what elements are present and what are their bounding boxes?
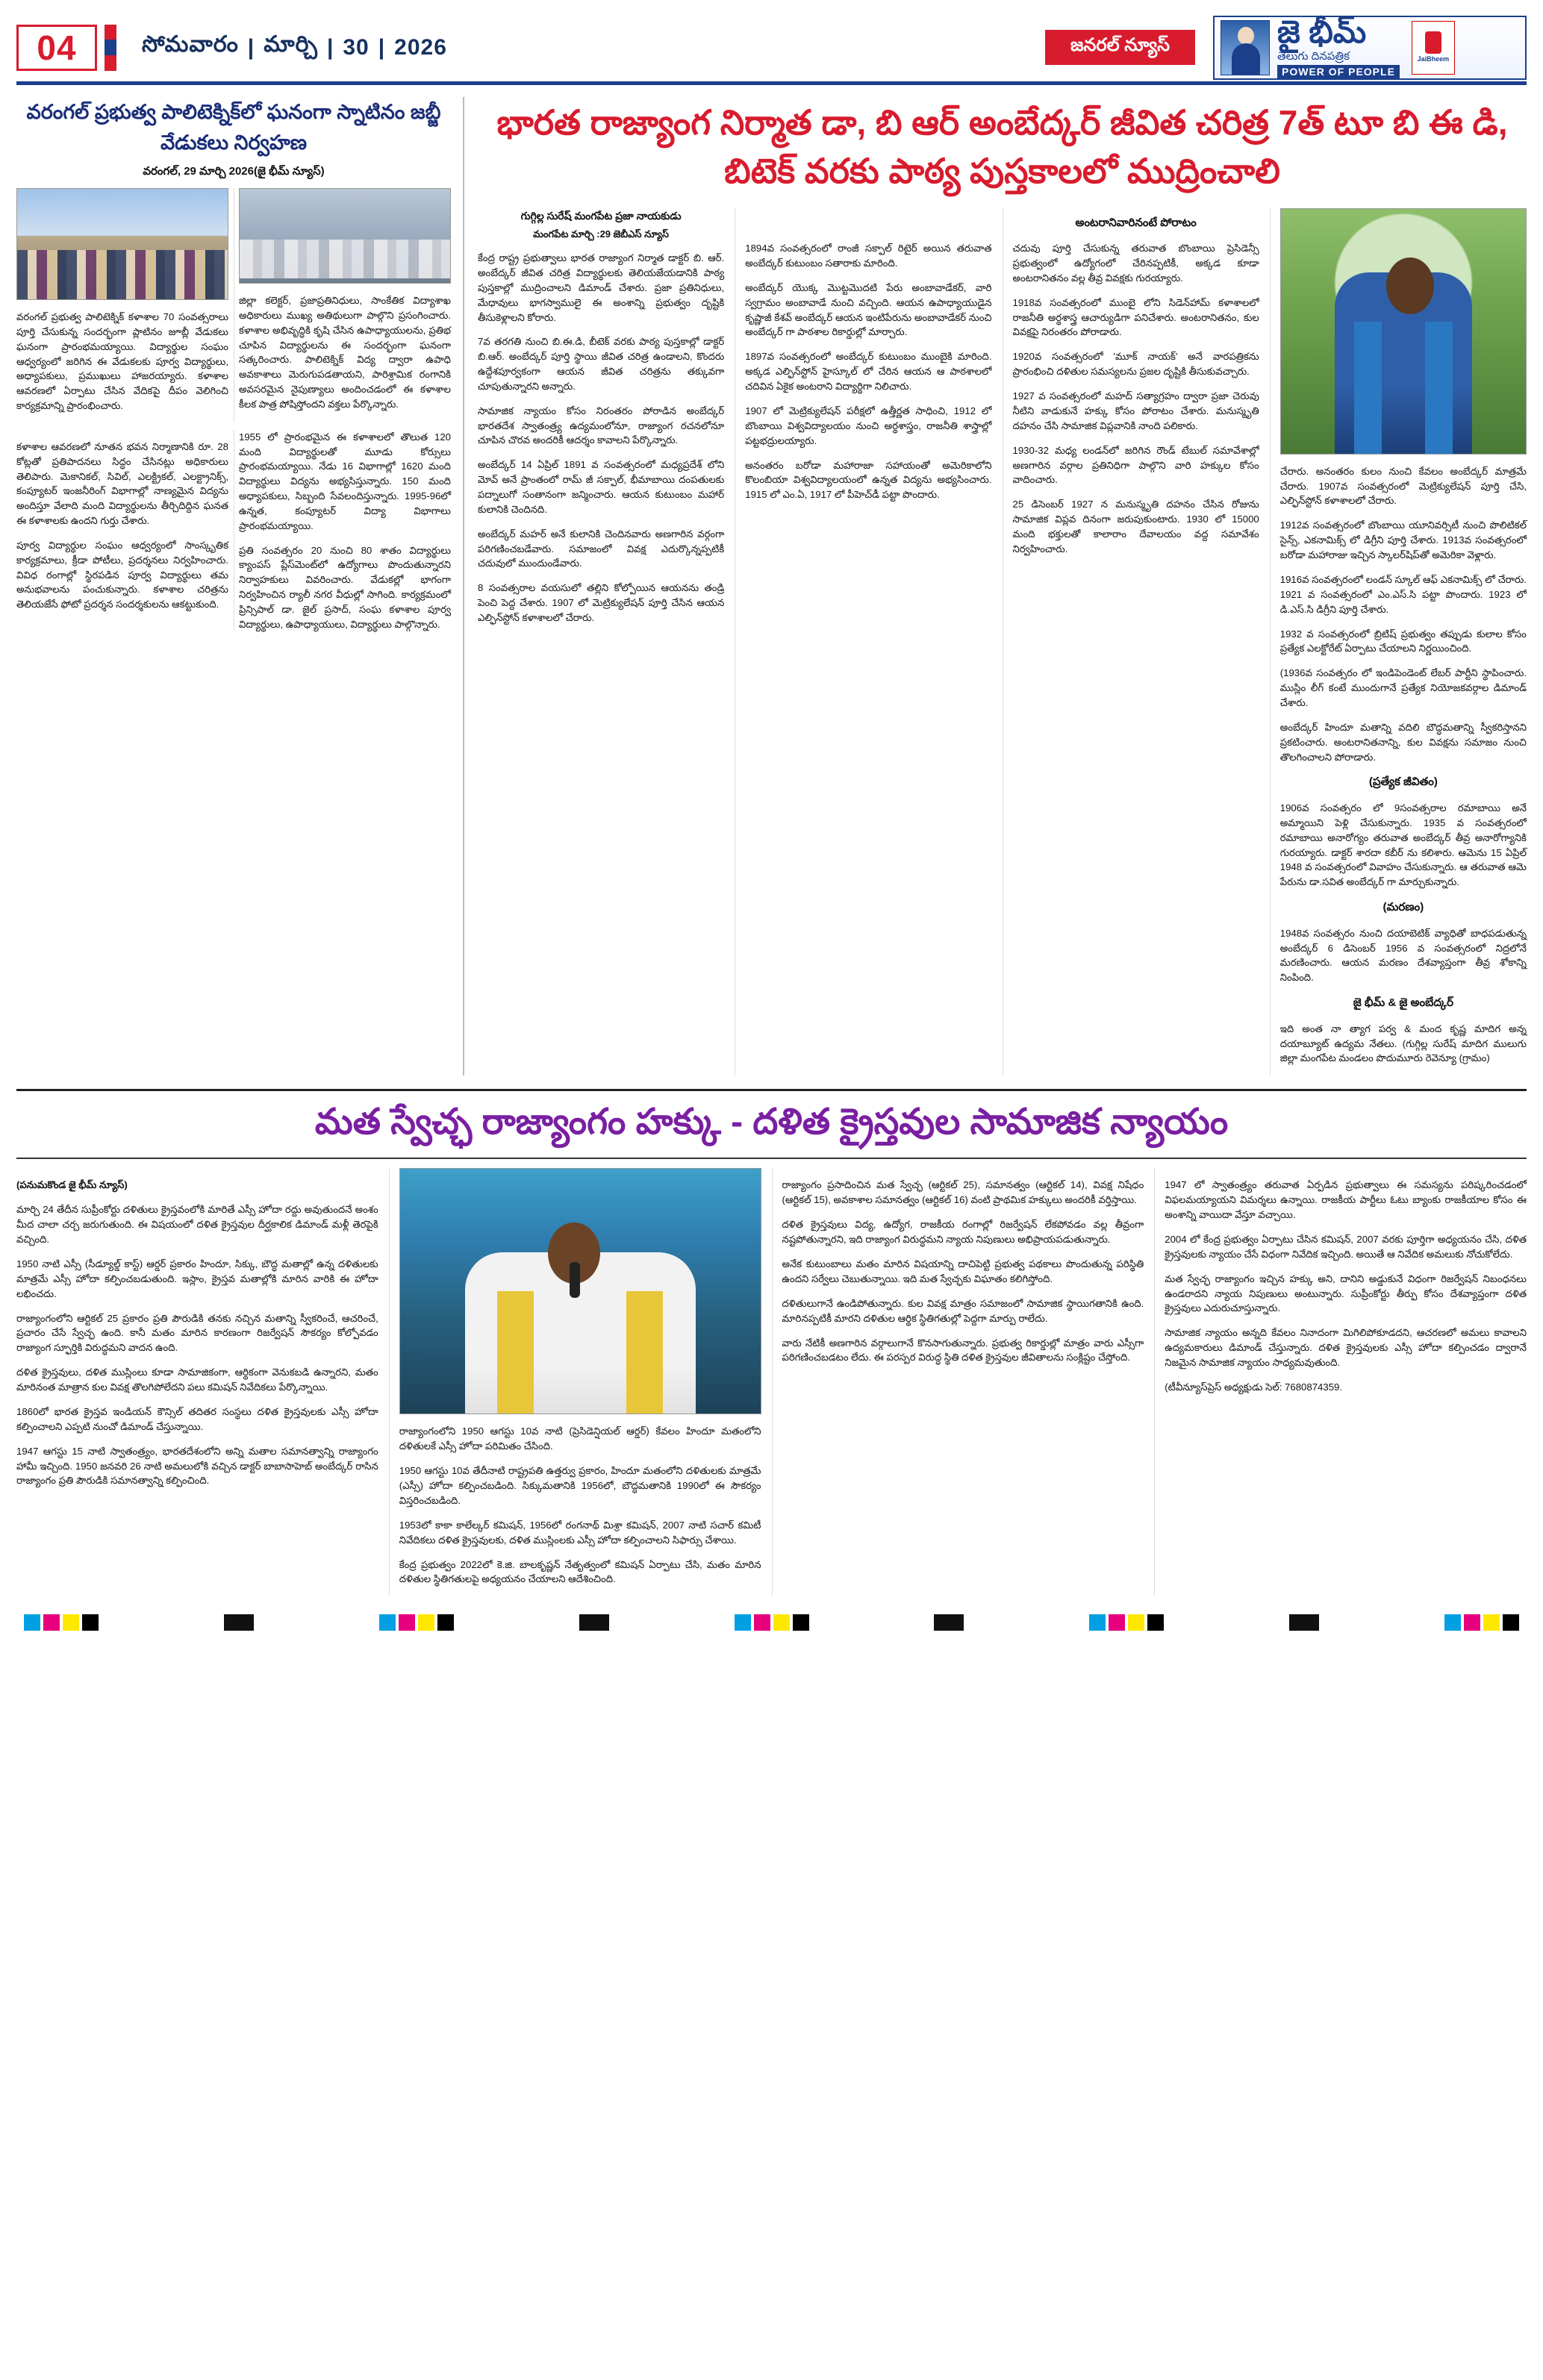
main-c3-para-4: 1927 వ సంవత్సరంలో మహద్ సత్యాగ్రహం ద్వారా ప్రజా చెరువు నీటిని వాడుకునే హక్కు కోసం పోరాటం చేశారు. మనుస్మృతి దహనం చేసి సామాజిక విప్లవానికి నాంది పలికారు.: [1012, 390, 1259, 431]
date-sep-3: |: [378, 34, 386, 60]
reg-swatch-magenta-5: [1464, 1614, 1480, 1631]
reg-swatch-magenta-2: [399, 1614, 415, 1631]
main-story-dateline: మంగపేట మార్చి :29 జెబీఎస్ న్యూస్: [533, 228, 670, 240]
reg-bar-2: [579, 1614, 609, 1631]
main-story-column-3: [1003, 208, 1259, 1076]
reg-swatch-black-5: [1503, 1614, 1519, 1631]
main-story-headline: భారత రాజ్యాంగ నిర్మాత డా, బి ఆర్ అంబేద్కర్ జీవిత చరిత్ర 7త్ టూ బి ఈ డి, బిటెక్ వరకు పాఠ్య పుస్తకాలలో ముద్రించాలి: [496, 103, 1508, 191]
main-c1-para-1: కేంద్ర రాష్ట్ర ప్రభుత్వాలు భారత రాజ్యాంగ నిర్మాత డాక్టర్ బి. ఆర్. అంబేద్కర్ జీవిత చరిత్ర విద్యార్థులకు తెలియజేయడానికి పాఠ్య పుస్తకాల్లో ముద్రించాలని డిమాండ్ చేశారు. ప్రజా ప్రతినిధులు, మేధావులు భాగస్వాములై ఈ అంశాన్ని ప్రభుత్వం దృష్టికి తీసుకెళ్లాలని కోరారు.: [478, 252, 725, 323]
bottom-c3-para-5: మత స్వేచ్ఛ రాజ్యాంగం ఇచ్చిన హక్కు అని, దానిని అడ్డుకునే విధంగా రిజర్వేషన్ నిబంధనలు ఉండరాదని న్యాయ నిపుణులు అంటున్నారు. సుప్రీంకోర్టు తీర్పు కోసం దేశవ్యాప్తంగా దళిత క్రైస్తవులు ఎదురుచూస్తున్నారు.: [1165, 1272, 1527, 1314]
left-story-para-3: కళాశాల ఆవరణలో నూతన భవన నిర్మాణానికి రూ. 28 కోట్లతో ప్రతిపాదనలు సిద్ధం చేసినట్లు అధికారులు తెలిపారు. మెకానికల్, సివిల్, ఎలక్ట్రికల్, ఎలక్ట్రానిక్స్, కంప్యూటర్ ఇంజనీరింగ్ విభాగాల్లో నాణ్యమైన విద్యను అందిస్తూ వేలాది మంది విద్యార్థులను తీర్చిదిద్దిన ఘనత ఈ కళాశాలకు ఉందని గుర్తు చేశారు.: [16, 441, 228, 527]
main-c1-para-4: అంబేద్కర్ 14 ఏప్రిల్ 1891 వ సంవత్సరంలో మధ్యప్రదేశ్ లోని మోవ్ అనే ప్రాంతంలో రామ్ జీ సక్పాల్, భీమాబాయి దంపతులకు పద్నాలుగో సంతానంగా జన్మించారు. ఆయన కుటుంబం మహార్ కులానికి చెందినది.: [478, 459, 725, 515]
main-c2-para-1: 1894వ సంవత్సరంలో రాంజీ సక్పాల్ రిటైర్ అయిన తరువాత అంబేద్కర్ కుటుంబం సతారాకు మారింది.: [745, 243, 992, 269]
left-story-top-body: [16, 188, 451, 422]
photo-group-felicitation: [16, 188, 228, 300]
bottom-c3-para-4: 2004 లో కేంద్ర ప్రభుత్వం ఏర్పాటు చేసిన కమిషన్, 2007 వరకు పూర్తిగా అధ్యయనం చేసి, దళిత క్రైస్తవులకు న్యాయం చేసే విధంగా నివేదిక ఇచ్చింది. అయితే ఆ నివేదిక అమలుకు నోచుకోలేదు.: [1165, 1234, 1527, 1260]
bottom-c2-para-5: రాజ్యాంగం ప్రసాదించిన మత స్వేచ్ఛ (ఆర్టికల్ 25), సమానత్వం (ఆర్టికల్ 14), వివక్ష నిషేధం (ఆర్టికల్ 15), అవకాశాల సమానత్వం (ఆర్టికల్ 16) వంటి ప్రాథమిక హక్కులు అందరికీ వర్తిస్తాయి.: [782, 1179, 1144, 1206]
bottom-story-contact: (టీవీన్యూస్‌ప్రెస్ అధ్యక్షుడు సెల్: 7680874359.: [1165, 1381, 1343, 1393]
reg-swatch-cyan: [24, 1614, 40, 1631]
left-story-para-6: ప్రతి సంవత్సరం 20 నుంచి 80 శాతం విద్యార్థులు క్యాంపస్ ప్లేస్‌మెంట్‌లో ఉద్యోగాలు పొందుతున్నారని నిర్వాహకులు వివరించారు. వేడుకల్లో భాగంగా నిర్వహించిన ర్యాలీ నగర వీధుల్లో సాగింది. కార్యక్రమంలో ప్రిన్సిపాల్ డా. జైల్ ప్రసాద్, సంఘ కళాశాల పూర్వ విద్యార్థులు, ఉపాధ్యాయులు, విద్యార్థులు పాల్గొన్నారు.: [239, 544, 451, 630]
reg-swatch-black-2: [437, 1614, 454, 1631]
reg-swatch-black-3: [793, 1614, 809, 1631]
print-registration-bars: [16, 1610, 1527, 1632]
issue-year: 2026: [394, 34, 447, 60]
logo-title: జై భీమ్: [1277, 14, 1367, 49]
main-c2-para-4: 1907 లో మెట్రిక్యులేషన్ పరీక్షలో ఉత్తీర్ణత సాధించి, 1912 లో బొంబాయి విశ్వవిద్యాలయం నుంచి అర్థశాస్త్రం, రాజనీతి శాస్త్రాల్లో పట్టభద్రులయ్యారు.: [745, 405, 992, 446]
section-divider-bottom: [16, 1158, 1527, 1159]
main-c4-para-9: ఇది అంత నా త్యాగ పర్వ & మంద కృష్ణ మాదిగ అన్న దయాబ్యూట్ ఉద్యమ నేతలు. (గుగ్గిల్ల సురేష్ మాదిగ ములుగు జిల్లా మంగపేట మండలం పొదుమూరు రెవెన్యూ (గ్రామం): [1279, 1022, 1527, 1064]
reg-swatch-magenta: [43, 1614, 60, 1631]
reg-swatch-yellow-3: [773, 1614, 790, 1631]
issue-date: [116, 13, 452, 81]
registration-group-2: [379, 1614, 454, 1631]
bottom-c2-para-2: 1950 ఆగస్టు 10వ తేదీనాటి రాష్ట్రపతి ఉత్తర్వు ప్రకారం, హిందూ మతంలోని దళితులకు మాత్రమే (ఎస్సీ) హోదా కల్పించబడింది. సిక్కుమతానికి 1956లో, బౌద్ధమతానికి 1990లో ఈ సౌకర్యం విస్తరించబడింది.: [399, 1465, 761, 1506]
main-c1-para-5: అంబేద్కర్ మహర్ అనే కులానికి చెందినవారు అణగారిన వర్గంగా పరిగణించబడేవారు. సమాజంలో వివక్ష ఎదుర్కొన్నప్పటికీ చదువులో ముందుండేవారు.: [478, 528, 725, 569]
top-section: [16, 97, 1527, 1075]
bottom-column-1: [16, 1168, 378, 1596]
reg-swatch-magenta-4: [1109, 1614, 1125, 1631]
issue-month: మార్చి: [264, 32, 318, 57]
main-c4-para-7: 1906వ సంవత్సరం లో 9సంవత్సరాల రమాబాయి అనే అమ్మాయిని పెళ్లి చేసుకున్నారు. 1935 వ సంవత్సరంలో రమాబాయి అనారోగ్యం తరువాత అంబేద్కర్ తీవ్ర అనారోగ్యానికి గురయ్యారు. డాక్టర్ శారదా కబీర్ ను కలిశారు. ఆమెను 15 ఏప్రిల్ 1948 వ సంవత్సరంలో వివాహం చేసుకున్నారు. ఆ తరువాత ఆమె పేరును డా.సవిత అంబేద్కర్ గా మార్చుకున్నారు.: [1279, 802, 1527, 888]
bottom-c3-para-2: వారు నేటికీ అణగారిన వర్గాలుగానే కొనసాగుతున్నారు. ప్రభుత్వ రికార్డుల్లో మాత్రం వారు ఎస్సీగా పరిగణించబడటం లేదు. ఈ పరస్పర విరుద్ధ స్థితి దళిత క్రైస్తవుల జీవితాలను సంక్లిష్టం చేస్తోంది.: [782, 1337, 1144, 1364]
date-sep-2: |: [326, 34, 334, 60]
main-c2-para-3: 1897వ సంవత్సరంలో అంబేద్కర్ కుటుంబం ముంబైకి మారింది. అక్కడ ఎల్ఫిన్‌స్టోన్ హైస్కూల్ లో చేరిన ఆయన ఆ పాఠశాలలో చదివిన ఏకైక అంటరాని విద్యార్థిగా నిలిచారు.: [745, 351, 992, 393]
main-c2-para-2: అంబేద్కర్ యొక్క మొట్టమొదటి పేరు అంబావాడేకర్, వారి స్వగ్రామం అంబావాడే నుంచి వచ్చింది. ఆయన ఉపాధ్యాయుడైన కృష్ణాజీ కేశవ్ అంబేద్కర్ ఆయన ఇంటిపేరును అంబావాడేకర్ నుంచి అంబేద్కర్ గా పాఠశాల రికార్డుల్లో మార్చారు.: [745, 282, 992, 338]
reg-swatch-black: [82, 1614, 99, 1631]
masthead-spacer: [452, 13, 1045, 81]
bottom-c2-para-7: అనేక కుటుంబాలు మతం మారిన విషయాన్ని దాచిపెట్టి ప్రభుత్వ పథకాలు పొందుతున్న పరిస్థితి ఉందని సర్వేలు చెబుతున్నాయి. ఇది మత స్వేచ్ఛకు విఘాతం కలిగిస్తోంది.: [782, 1258, 1144, 1284]
app-badge-icon: [1412, 21, 1455, 75]
main-c3-para-2: 1918వ సంవత్సరంలో ముంబై లోని సిడెన్‌హామ్ కళాశాలలో రాజనీతి అర్థశాస్త్ర ఆచార్యుడిగా పనిచేశారు. అంటరానితనం, కుల వివక్షపై నిరంతరం పోరాడారు.: [1012, 296, 1259, 338]
bottom-column-4: [1154, 1168, 1527, 1596]
logo-tagline: POWER OF PEOPLE: [1277, 65, 1400, 78]
bottom-c2-para-6: దళిత క్రైస్తవులు విద్య, ఉద్యోగ, రాజకీయ రంగాల్లో రిజర్వేషన్ లేకపోవడం వల్ల తీవ్రంగా నష్టపోతున్నారని, ఇది రాజ్యాంగ విరుద్ధమని న్యాయ నిపుణులు అభిప్రాయపడుతున్నారు.: [782, 1219, 1144, 1246]
reg-bar-3: [934, 1614, 964, 1631]
issue-weekday: సోమవారం: [142, 32, 239, 57]
masthead: [16, 13, 1527, 85]
reg-swatch-cyan-2: [379, 1614, 396, 1631]
page-number: 04: [16, 25, 97, 71]
bottom-c1-para-5: 1860లో భారత క్రైస్తవ ఇండియన్ కౌన్సిల్ తదితర సంస్థలు దళిత క్రైస్తవులకు ఎస్సీ హోదా కల్పించాలని ఎప్పటి నుంచో డిమాండ్ చేస్తున్నాయి.: [16, 1405, 378, 1432]
reg-bar-1: [224, 1614, 254, 1631]
photo-scarf-shape: [1354, 322, 1452, 454]
main-story-column-2: [735, 208, 991, 1076]
bottom-story-columns: [16, 1168, 1527, 1596]
main-c4-subhead-2: (మరణం): [1383, 901, 1424, 914]
badge-mark-icon: [1425, 31, 1441, 54]
main-c3-para-5: 1930-32 మధ్య లండన్‌లో జరిగిన రౌండ్ టేబుల్ సమావేశాల్లో అణగారిన వర్గాల ప్రతినిధిగా పాల్గొని వారి హక్కుల కోసం వాదించారు.: [1012, 444, 1259, 486]
main-c3-para-6: 25 డిసెంబర్ 1927 న మనుస్మృతి దహనం చేసిన రోజును సామాజిక విప్లవ దినంగా జరుపుకుంటారు. 1930 లో 15000 మంది భక్తులతో కాలారాం దేవాలయం వద్ద సమావేశం నిర్వహించారు.: [1012, 499, 1259, 555]
reg-swatch-black-4: [1147, 1614, 1164, 1631]
main-c2-para-5: అనంతరం బరోడా మహారాజా సహాయంతో అమెరికాలోని కొలంబియా విశ్వవిద్యాలయంలో ఉన్నత విద్యను అభ్యసించారు. 1915 లో ఎం.ఏ, 1917 లో పీహెచ్‌డీ పట్టా పొందారు.: [745, 459, 992, 501]
photo-speaker-outdoor: [1280, 208, 1527, 455]
masthead-color-stripes: [105, 25, 116, 71]
bottom-c2-para-1: రాజ్యాంగంలోని 1950 ఆగస్టు 10వ నాటి (ప్రెసిడెన్షియల్ ఆర్డర్) కేవలం హిందూ మతంలోని దళితులకే ఎస్సీ హోదా పరిమితం చేసింది.: [399, 1425, 761, 1452]
left-story-para-4: పూర్వ విద్యార్థుల సంఘం ఆధ్వర్యంలో సాంస్కృతిక కార్యక్రమాలు, క్రీడా పోటీలు, ప్రదర్శనలు నిర్వహించారు. వివిధ రంగాల్లో స్థిరపడిన పూర్వ విద్యార్థులు తమ అనుభవాలను పంచుకున్నారు. కళాశాల చరిత్రను తెలియజేసే ఫోటో ప్రదర్శన సందర్శకులను ఆకట్టుకుంది.: [16, 540, 228, 610]
main-c3-para-3: 1920వ సంవత్సరంలో 'మూక్ నాయక్' అనే వారపత్రికను ప్రారంభించి దళితుల సమస్యలను ప్రజల దృష్టికి తీసుకువచ్చారు.: [1012, 351, 1259, 378]
bottom-story-headline: మత స్వేచ్ఛ రాజ్యాంగం హక్కు - దళిత క్రైస్తవుల సామాజిక న్యాయం: [314, 1102, 1229, 1143]
main-story-column-4: [1270, 208, 1527, 1076]
bottom-column-2: [389, 1168, 761, 1596]
badge-label: JaiBheem: [1417, 55, 1450, 63]
main-c2-subhead: [745, 215, 991, 232]
main-c4-para-2: 1912వ సంవత్సరంలో బొంబాయి యూనివర్సిటీ నుంచి పొలిటికల్ సైన్స్, ఎకనామిక్స్ లో డిగ్రీని పూర్తి చేశారు. 1913వ సంవత్సరంలో బరోడా మహారాజు ఇచ్చిన స్కాలర్‌షిప్‌తో అమెరికా వెళ్లారు.: [1279, 519, 1527, 560]
reg-swatch-yellow-5: [1483, 1614, 1500, 1631]
left-story-para-5: 1955 లో ప్రారంభమైన ఈ కళాశాలలో తొలుత 120 మంది విద్యార్థులతో మూడు కోర్సులు ప్రారంభమయ్యాయి. నేడు 16 విభాగాల్లో 1620 మంది విద్యార్థులు విద్యను అభ్యసిస్తున్నారు. 150 మంది అధ్యాపకులు, సిబ్బంది సేవలందిస్తున్నారు. 1995-96లో ఉన్నత, కంప్యూటర్ విద్యా విభాగాలు ప్రారంభమయ్యాయి.: [239, 431, 451, 531]
registration-group-4: [1089, 1614, 1164, 1631]
bottom-c1-para-4: దళిత క్రైస్తవులు, దళిత ముస్లింలు కూడా సామాజికంగా, ఆర్థికంగా వెనుకబడి ఉన్నారని, మతం మారినంత మాత్రాన కుల వివక్ష తొలగిపోలేదని పలు కమిషన్ నివేదికలు పేర్కొన్నాయి.: [16, 1367, 378, 1393]
main-c4-para-6: అంబేద్కర్ హిందూ మతాన్ని వదిలి బౌద్ధమతాన్ని స్వీకరిస్తానని ప్రకటించారు. అంటరానితనాన్ని, కుల వివక్షను సమాజం నుంచి తొలగించాలని పోరాడారు.: [1279, 721, 1527, 763]
ambedkar-portrait-icon: [1221, 20, 1270, 75]
registration-group-5: [1444, 1614, 1519, 1631]
bottom-c3-para-1: దళితులుగానే ఉండిపోతున్నారు. కుల వివక్ష మాత్రం సమాజంలో సామాజిక స్థాయిగతానికి ఉంది. మారినప్పటికీ మారని దళితుల ఆర్థిక స్థితిగతుల్లో పెద్దగా మార్పు రాలేదు.: [782, 1297, 1144, 1324]
main-c4-para-1: చేరారు. అనంతరం కులం నుంచి కేవలం అంబేద్కర్ మాత్రమే చేరారు. 1907వ సంవత్సరంలో మెట్రిక్యులేషన్ పూర్తి చేసి, ఎల్ఫిన్‌స్టోన్ కళాశాలలో చేరారు.: [1279, 465, 1527, 507]
main-c3-para-1: చదువు పూర్తి చేసుకున్న తరువాత బొంబాయి ప్రెసిడెన్సీ ప్రభుత్వంలో ఉద్యోగంలో చేరినప్పటికీ, అక్కడ కూడా అంటరానితనం వల్ల తీవ్ర వివక్షకు గురయ్యారు.: [1012, 243, 1259, 284]
bottom-c1-para-6: 1947 ఆగస్టు 15 నాటి స్వాతంత్ర్యం, భారతదేశంలోని అన్ని మతాల సమానత్వాన్ని రాజ్యాంగం హామీ ఇచ్చింది. 1950 జనవరి 26 నాటి అమలులోకి వచ్చిన డాక్టర్ బాబాసాహెబ్ అంబేద్కర్ రాసిన రాజ్యాంగం ప్రతి పౌరుడికి సమానత్వాన్ని కల్పించింది.: [16, 1445, 378, 1487]
section-divider-top: [16, 1089, 1527, 1091]
main-c1-para-6: 8 సంవత్సరాల వయసులో తల్లిని కోల్పోయిన ఆయనను తండ్రి పెంచి పెద్ద చేశారు. 1907 లో మెట్రిక్యులేషన్ పూర్తి చేసిన ఆయన ఎల్ఫిన్‌స్టోన్ కళాశాలలో చేరారు.: [478, 582, 725, 623]
main-c3-subhead: అంటరానివారినంటే పోరాటం: [1075, 216, 1197, 229]
main-story-columns: [478, 208, 1527, 1076]
reg-swatch-cyan-3: [735, 1614, 751, 1631]
main-story-byline: గుగ్గిల్ల సురేష్ మంగపేట ప్రజా నాయకుడు: [520, 209, 682, 222]
reg-swatch-cyan-5: [1444, 1614, 1461, 1631]
reg-swatch-cyan-4: [1089, 1614, 1106, 1631]
photo-audience: [239, 188, 451, 284]
registration-group-1: [24, 1614, 99, 1631]
date-sep-1: |: [247, 34, 255, 60]
main-story: [464, 97, 1527, 1075]
bottom-c2-para-4: కేంద్ర ప్రభుత్వం 2022లో కె.జి. బాలకృష్ణన్ నేతృత్వంలో కమిషన్ ఏర్పాటు చేసి, మతం మారిన దళితుల స్థితిగతులపై అధ్యయనం చేయాలని ఆదేశించింది.: [399, 1558, 761, 1585]
logo-subtitle: తెలుగు దినపత్రిక: [1277, 50, 1350, 63]
left-story-body: [16, 430, 451, 632]
reg-swatch-yellow-2: [418, 1614, 434, 1631]
newspaper-logo: [1213, 16, 1527, 80]
left-story-para-2: జిల్లా కలెక్టర్, ప్రజాప్రతినిధులు, సాంకేతిక విద్యాశాఖ అధికారులు ముఖ్య అతిథులుగా పాల్గొని ప్రసంగించారు. కళాశాల అభివృద్ధికి కృషి చేసిన ఉపాధ్యాయులను, ప్రతిభ చూపిన విద్యార్థులను ఈ సందర్భంగా ఘనంగా సత్కరించారు. పాలిటెక్నిక్ విద్య ద్వారా ఉపాధి అవకాశాలు మెరుగుపడతాయని, పారిశ్రామిక రంగానికి అవసరమైన నైపుణ్యాలు అందించడంలో ఈ కళాశాల కీలక పాత్ర పోషిస్తోందని వక్తలు పేర్కొన్నారు.: [239, 295, 451, 410]
issue-day: 30: [343, 34, 370, 60]
bottom-story-dateline: (పనుమకొండ జై భీమ్ న్యూస్): [16, 1179, 128, 1191]
left-story: [16, 97, 464, 1075]
reg-swatch-magenta-3: [754, 1614, 770, 1631]
main-c1-para-2: 7వ తరగతి నుంచి బి.ఈ.డి, బీటెక్ వరకు పాఠ్య పుస్తకాల్లో డాక్టర్ బి.ఆర్. అంబేద్కర్ పూర్తి స్థాయి జీవిత చరిత్ర ఉండాలని, కొందరు ఉద్దేశపూర్వకంగా ఆయన జీవిత చరిత్రను తక్కువగా చూపుతున్నారని అన్నారు.: [478, 336, 725, 392]
left-story-headline: వరంగల్ ప్రభుత్వ పాలిటెక్నిక్‌లో ఘనంగా స్నాటినం జబ్జీ వేడుకలు నిర్వహణ: [26, 101, 441, 154]
bottom-c1-para-3: రాజ్యాంగంలోని ఆర్టికల్ 25 ప్రకారం ప్రతి పౌరుడికి తనకు నచ్చిన మతాన్ని స్వీకరించే, ఆచరించే, ప్రచారం చేసే స్వేచ్ఛ ఉంది. కానీ మతం మారిన కారణంగా రిజర్వేషన్ సౌకర్యం కోల్పోవడం రాజ్యాంగ స్ఫూర్తికి విరుద్ధమని వాదన ఉంది.: [16, 1312, 378, 1354]
microphone-icon: [570, 1262, 580, 1298]
section-label: జనరల్ న్యూస్: [1045, 30, 1195, 65]
left-story-para-1: వరంగల్ ప్రభుత్వ పాలిటెక్నిక్ కళాశాల 70 సంవత్సరాలు పూర్తి చేసుకున్న సందర్భంగా ప్లాటినం జూబ్లీ వేడుకలు ఘనంగా ప్రారంభమయ్యాయి. విద్యార్థుల సంఘం ఆధ్వర్యంలో జరిగిన ఈ వేడుకలకు పూర్వ విద్యార్థులు, అధ్యాపకులు, ప్రముఖులు హాజరయ్యారు. కళాశాల ఆవరణలో ఏర్పాటు చేసిన వేదికపై దీపం వెలిగించి కార్యక్రమాన్ని ప్రారంభించారు.: [16, 311, 228, 411]
main-c4-subhead-3: జై భీమ్ & జై అంబేద్కర్: [1353, 996, 1454, 1010]
main-c4-para-5: (1936వ సంవత్సరం లో ఇండిపెండెంట్ లేబర్ పార్టీని స్థాపించారు. ముస్లిం లీగ్ కంటే ముందుగానే ప్రత్యేక నియోజకవర్గాల డిమాండ్ చేశారు.: [1279, 667, 1527, 708]
main-story-column-1: [478, 208, 724, 1076]
reg-swatch-yellow: [63, 1614, 79, 1631]
bottom-c3-para-6: సామాజిక న్యాయం అన్నది కేవలం నినాదంగా మిగిలిపోకూడదని, ఆచరణలో అమలు కావాలని ఉద్యమకారులు డిమాండ్ చేస్తున్నారు. దళిత క్రైస్తవులకు ఎస్సీ హోదా కల్పించడం ద్వారానే నిజమైన సామాజిక న్యాయం సాధ్యమవుతుంది.: [1165, 1327, 1527, 1368]
registration-group-3: [735, 1614, 809, 1631]
reg-swatch-yellow-4: [1128, 1614, 1144, 1631]
photo-speaker-stage: [399, 1168, 761, 1414]
bottom-c1-para-1: మార్చి 24 తేదీన సుప్రీంకోర్టు దళితులు క్రైస్తవంలోకి మారితే ఎస్సీ హోదా రద్దు అవుతుందనే అంశం మీద చాలా చర్చ జరుగుతుంది. ఈ విషయంలో దళిత క్రైస్తవుల దీర్ఘకాలిక డిమాండ్ మళ్లీ తెరపైకి వచ్చింది.: [16, 1204, 378, 1246]
photo-stage-scarf-shape: [497, 1291, 663, 1414]
main-c4-para-8: 1948వ సంవత్సరం నుంచి దయాబెటిక్ వ్యాధితో బాధపడుతున్న అంబేద్కర్ 6 డిసెంబర్ 1956 వ సంవత్సరంలో నిద్రలోనే మరణించారు. ఆయన మరణం దేశవ్యాప్తంగా తీవ్ర శోకాన్ని నింపింది.: [1279, 927, 1527, 984]
main-c4-para-3: 1916వ సంవత్సరంలో లండన్ స్కూల్ ఆఫ్ ఎకనామిక్స్ లో చేరారు. 1921 వ సంవత్సరంలో ఎం.ఎస్.సి పట్టా పొందారు. 1923 లో డి.ఎస్.సి డిగ్రీని పూర్తి చేశారు.: [1279, 573, 1527, 615]
bottom-column-3: [772, 1168, 1144, 1596]
photo-head-shape: [1386, 257, 1434, 314]
left-story-dateline: వరంగల్, 29 మార్చి 2026(జై భీమ్ న్యూస్): [143, 165, 325, 178]
bottom-c3-para-3: 1947 లో స్వాతంత్ర్యం తరువాత ఏర్పడిన ప్రభుత్వాలు ఈ సమస్యను పరిష్కరించడంలో విఫలమయ్యాయని విమర్శలు ఉన్నాయి. రాజకీయ పార్టీలు ఓటు బ్యాంకు రాజకీయాల కోసం ఈ అంశాన్ని వాయిదా వేస్తూ వచ్చాయి.: [1165, 1179, 1527, 1221]
reg-bar-4: [1289, 1614, 1319, 1631]
bottom-c2-para-3: 1953లో కాకా కాలేల్కర్ కమిషన్, 1956లో రంగనాథ్ మిశ్రా కమిషన్, 2007 నాటి సచార్ కమిటీ నివేదికలు దళిత క్రైస్తవులకు, దళిత ముస్లింలకు ఎస్సీ హోదా కల్పించాలని సిఫార్సు చేశాయి.: [399, 1519, 761, 1546]
main-c4-para-4: 1932 వ సంవత్సరంలో బ్రిటిష్ ప్రభుత్వం తప్పుడు కులాల కోసం ప్రత్యేక ఎలక్టోరేట్ ఏర్పాటు చేయాలని నిర్ణయించింది.: [1279, 628, 1527, 655]
main-c4-subhead-1: (ప్రత్యేక జీవితం): [1368, 775, 1438, 789]
bottom-c1-para-2: 1950 నాటి ఎస్సీ (సీడ్యూల్డ్ కాస్ట్) ఆర్డర్ ప్రకారం హిందూ, సిక్కు, బౌద్ధ మతాల్లో ఉన్న దళితులకు మాత్రమే ఎస్సీ హోదా కల్పించబడుతుంది. ఇస్లాం, క్రైస్తవ మతాల్లోకి మారిన వారికి ఈ హోదా లభించదు.: [16, 1258, 378, 1299]
main-c1-para-3: సామాజిక న్యాయం కోసం నిరంతరం పోరాడిన అంబేద్కర్ భారతదేశ స్వాతంత్ర్య ఉద్యమంలోనూ, రాజ్యాంగ రచనలోనూ చూపిన చొరవ అందరికీ ఆదర్శం కావాలని పేర్కొన్నారు.: [478, 405, 725, 446]
